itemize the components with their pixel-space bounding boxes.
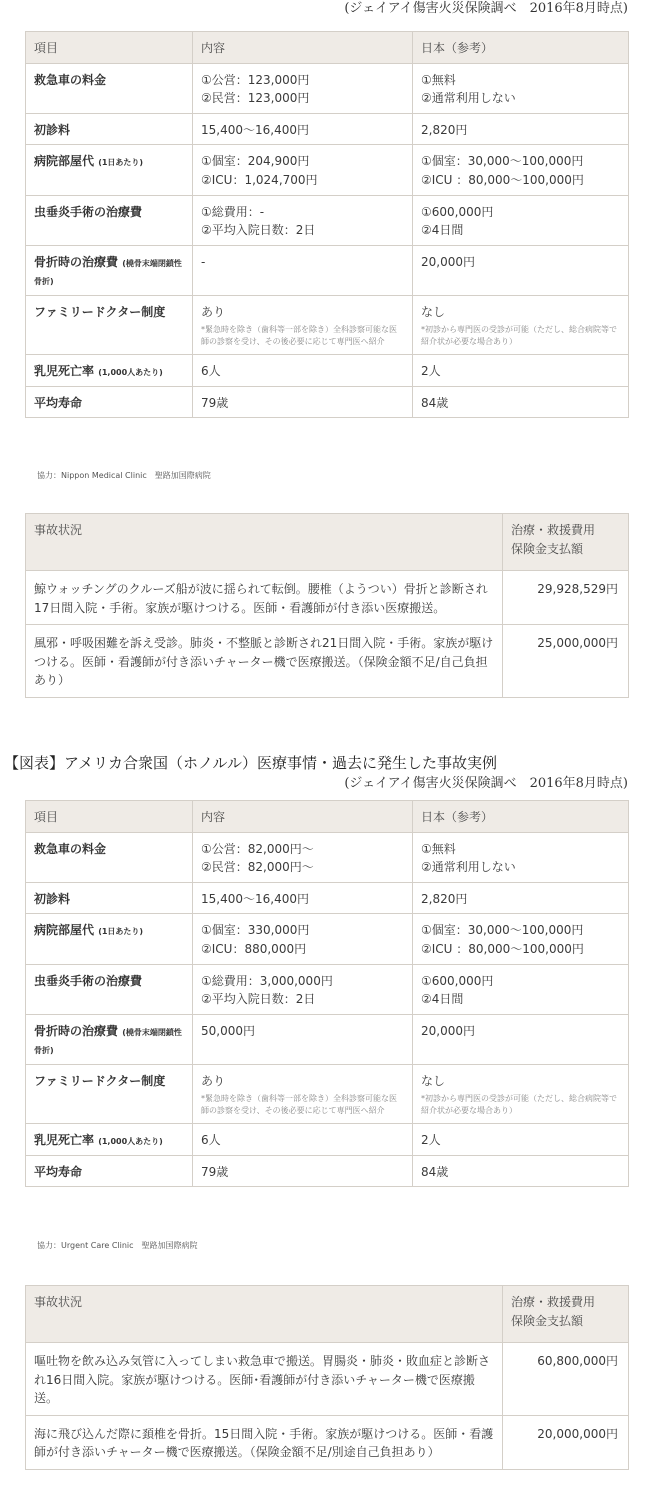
row-japan-line: 84歳 (421, 1164, 449, 1179)
row-item (26, 145, 193, 195)
accident-row (26, 1415, 629, 1469)
table-row (26, 113, 629, 145)
header-japan: 日本（参考） (413, 801, 629, 833)
row-content (193, 386, 413, 418)
table-row (26, 1155, 629, 1187)
row-item (26, 1155, 193, 1187)
row-japan (413, 195, 629, 245)
row-content (193, 63, 413, 113)
table-row (26, 195, 629, 245)
row-content-note: *緊急時を除き（歯科等一部を除き）全科診察可能な医師の診察を受け、その後必要に応じて専門医へ紹介 (201, 324, 397, 347)
row-item-label: 乳児死亡率 (34, 364, 95, 379)
row-japan-line: 2,820円 (421, 122, 468, 137)
row-japan-line: ②4日間 (421, 992, 464, 1007)
row-content-line: あり (201, 1073, 226, 1088)
row-content-line: ②平均入院日数：2日 (201, 223, 316, 238)
row-japan (413, 1014, 629, 1064)
row-japan-line: ①個室：30,000～100,000円 (421, 154, 584, 169)
row-item (26, 195, 193, 245)
row-japan-note: *初診から専門医の受診が可能（ただし、総合病院等で紹介状が必要な場合あり） (421, 1093, 617, 1116)
table-row (26, 295, 629, 354)
row-japan (413, 1155, 629, 1187)
accident-header-row (26, 514, 629, 571)
accident-amount: 20,000,000円 (503, 1415, 629, 1469)
table-row (26, 1014, 629, 1064)
row-item (26, 832, 193, 882)
row-content-line: ②ICU：1,024,700円 (201, 172, 318, 187)
row-japan (413, 832, 629, 882)
row-japan-line: ①600,000円 (421, 973, 494, 988)
table-row (26, 832, 629, 882)
row-content (193, 1064, 413, 1123)
row-japan-line: ①個室：30,000～100,000円 (421, 923, 584, 938)
row-content (193, 245, 413, 295)
row-japan (413, 113, 629, 145)
row-item (26, 386, 193, 418)
row-content (193, 295, 413, 354)
row-content (193, 832, 413, 882)
row-item-label: 虫垂炎手術の治療費 (34, 204, 143, 219)
header-content: 内容 (193, 801, 413, 833)
source-note-2: (ジェイアイ傷害火災保険調べ 2016年8月時点) (344, 776, 628, 791)
accident-amount: 60,800,000円 (503, 1343, 629, 1416)
accident-row (26, 1343, 629, 1416)
header-item: 項目 (26, 801, 193, 833)
row-content (193, 355, 413, 387)
credit-2: 協力：Urgent Care Clinic 聖路加国際病院 (37, 1241, 198, 1250)
row-item-label: ファミリードクター制度 (34, 304, 166, 319)
header-content: 内容 (193, 32, 413, 64)
row-content-line: ②民営：82,000円～ (201, 860, 314, 875)
row-japan (413, 355, 629, 387)
row-content (193, 1155, 413, 1187)
header-amount: 治療・救援費用 保険金支払額 (503, 1286, 629, 1343)
row-japan-line: ②ICU ：80,000～100,000円 (421, 941, 584, 956)
source-note-1: (ジェイアイ傷害火災保険調べ 2016年8月時点) (344, 1, 628, 16)
accident-desc: 海に飛び込んだ際に頚椎を骨折。15日間入院・手術。家族が駆けつける。医師・看護師が付き添いチャーター機で医療搬送。（保険金額不足/別途自己負担あり） (26, 1415, 503, 1469)
row-content (193, 914, 413, 964)
row-item (26, 355, 193, 387)
row-japan (413, 1064, 629, 1123)
row-content (193, 964, 413, 1014)
row-japan-line: 2人 (421, 364, 441, 379)
row-item (26, 113, 193, 145)
accident-row (26, 625, 629, 698)
accident-desc: 鯨ウォッチングのクルーズ船が波に揺られて転倒。腰椎（ようつい）骨折と診断され17日間入院・手術。家族が駆けつける。医師・看護師が付き添い医療搬送。 (26, 571, 503, 625)
row-content-line: ①個室：204,900円 (201, 154, 310, 169)
row-item-sub: (1,000人あたり) (98, 368, 163, 378)
table-row (26, 245, 629, 295)
table-row (26, 145, 629, 195)
row-item-label: 乳児死亡率 (34, 1133, 95, 1148)
accident-header-row (26, 1286, 629, 1343)
header-accident: 事故状況 (26, 514, 503, 571)
row-japan-line: 2人 (421, 1133, 441, 1148)
row-item-sub: (1日あたり) (98, 927, 144, 937)
table-row (26, 63, 629, 113)
row-japan-line: 2,820円 (421, 891, 468, 906)
header-item: 項目 (26, 32, 193, 64)
row-japan (413, 964, 629, 1014)
accident-desc: 嘔吐物を飲み込み気管に入ってしまい救急車で搬送。胃腸炎・肺炎・敗血症と診断され16日間入院。家族が駆けつける。医師･看護師が付き添いチャーター機で医療搬送。 (26, 1343, 503, 1416)
row-japan-line: ①無料 (421, 841, 456, 856)
row-content-line: 15,400～16,400円 (201, 891, 309, 906)
header-japan: 日本（参考） (413, 32, 629, 64)
row-item-sub: (橈骨末端閉鎖性骨折) (34, 1027, 182, 1056)
row-japan (413, 914, 629, 964)
header-amount: 治療・救援費用 保険金支払額 (503, 514, 629, 571)
row-japan (413, 145, 629, 195)
row-japan-line: ①600,000円 (421, 204, 494, 219)
row-content-line: 15,400～16,400円 (201, 122, 309, 137)
row-content (193, 195, 413, 245)
row-japan (413, 245, 629, 295)
row-item-sub: (橈骨末端閉鎖性骨折) (34, 258, 182, 287)
row-japan (413, 882, 629, 914)
row-item-label: 平均寿命 (34, 395, 83, 410)
row-item-label: 病院部屋代 (34, 923, 95, 938)
row-japan-line: ②通常利用しない (421, 91, 516, 106)
table-row (26, 1124, 629, 1156)
accident-amount: 25,000,000円 (503, 625, 629, 698)
row-content-line: ①公営：82,000円～ (201, 841, 314, 856)
row-content (193, 1124, 413, 1156)
row-japan-line: ②通常利用しない (421, 860, 516, 875)
accident-table-1 (25, 513, 629, 698)
row-item-label: ファミリードクター制度 (34, 1073, 166, 1088)
accident-amount: 29,928,529円 (503, 571, 629, 625)
row-content-note: *緊急時を除き（歯科等一部を除き）全科診察可能な医師の診察を受け、その後必要に応じて専門医へ紹介 (201, 1093, 397, 1116)
row-content-line: ②平均入院日数：2日 (201, 992, 316, 1007)
row-item (26, 63, 193, 113)
table-row (26, 355, 629, 387)
row-japan-line: なし (421, 304, 446, 319)
row-content-line: ①個室：330,000円 (201, 923, 310, 938)
row-item-label: 骨折時の治療費 (34, 1023, 119, 1038)
table-row (26, 1064, 629, 1123)
row-japan (413, 1124, 629, 1156)
row-content-line: 6人 (201, 1133, 221, 1148)
row-content (193, 113, 413, 145)
accident-table-2 (25, 1285, 629, 1470)
row-item (26, 295, 193, 354)
row-content-line: あり (201, 304, 226, 319)
row-content-line: ②ICU：880,000円 (201, 941, 307, 956)
credit-1: 協力：Nippon Medical Clinic 聖路加国際病院 (37, 471, 211, 480)
row-content-line: 79歳 (201, 1164, 229, 1179)
row-content-line: ①公営：123,000円 (201, 72, 310, 87)
row-content-line: - (201, 254, 206, 269)
row-content (193, 882, 413, 914)
row-item-label: 骨折時の治療費 (34, 254, 119, 269)
row-item (26, 914, 193, 964)
table-row (26, 914, 629, 964)
row-japan-line: 20,000円 (421, 1023, 475, 1038)
row-item (26, 964, 193, 1014)
row-japan-line: 84歳 (421, 395, 449, 410)
figure-title: 【図表】アメリカ合衆国（ホノルル）医療事情・過去に発生した事故実例 (4, 754, 497, 772)
table-row (26, 964, 629, 1014)
row-content-line: 79歳 (201, 395, 229, 410)
row-japan (413, 295, 629, 354)
medical-info-table-1 (25, 31, 629, 418)
row-item-label: 病院部屋代 (34, 154, 95, 169)
row-item (26, 1124, 193, 1156)
table-row (26, 882, 629, 914)
row-content-line: 6人 (201, 364, 221, 379)
medical-info-table-2 (25, 800, 629, 1187)
row-item-label: 救急車の料金 (34, 841, 107, 856)
row-japan-line: ②4日間 (421, 223, 464, 238)
accident-desc: 風邪・呼吸困難を訴え受診。肺炎・不整脈と診断され21日間入院・手術。家族が駆けつける。医師・看護師が付き添いチャーター機で医療搬送。（保険金額不足/自己負担あり） (26, 625, 503, 698)
row-content (193, 1014, 413, 1064)
row-content-line: ②民営：123,000円 (201, 91, 310, 106)
row-item-sub: (1日あたり) (98, 158, 144, 168)
row-item (26, 245, 193, 295)
row-item (26, 1014, 193, 1064)
row-japan-note: *初診から専門医の受診が可能（ただし、総合病院等で紹介状が必要な場合あり） (421, 324, 617, 347)
row-item (26, 882, 193, 914)
row-japan-line: 20,000円 (421, 254, 475, 269)
row-item-label: 平均寿命 (34, 1164, 83, 1179)
row-item-sub: (1,000人あたり) (98, 1137, 163, 1147)
row-content-line: 50,000円 (201, 1023, 255, 1038)
row-content (193, 145, 413, 195)
row-japan (413, 63, 629, 113)
table-header-row (26, 32, 629, 64)
row-content-line: ①総費用：3,000,000円 (201, 973, 333, 988)
row-content-line: ①総費用：- (201, 204, 265, 219)
table-row (26, 386, 629, 418)
row-japan-line: ①無料 (421, 72, 456, 87)
accident-row (26, 571, 629, 625)
row-japan (413, 386, 629, 418)
header-accident: 事故状況 (26, 1286, 503, 1343)
row-item-label: 虫垂炎手術の治療費 (34, 973, 143, 988)
row-japan-line: なし (421, 1073, 446, 1088)
row-item-label: 初診料 (34, 122, 71, 137)
row-item (26, 1064, 193, 1123)
row-item-label: 初診料 (34, 891, 71, 906)
row-japan-line: ②ICU ：80,000～100,000円 (421, 172, 584, 187)
row-item-label: 救急車の料金 (34, 72, 107, 87)
table-header-row (26, 801, 629, 833)
